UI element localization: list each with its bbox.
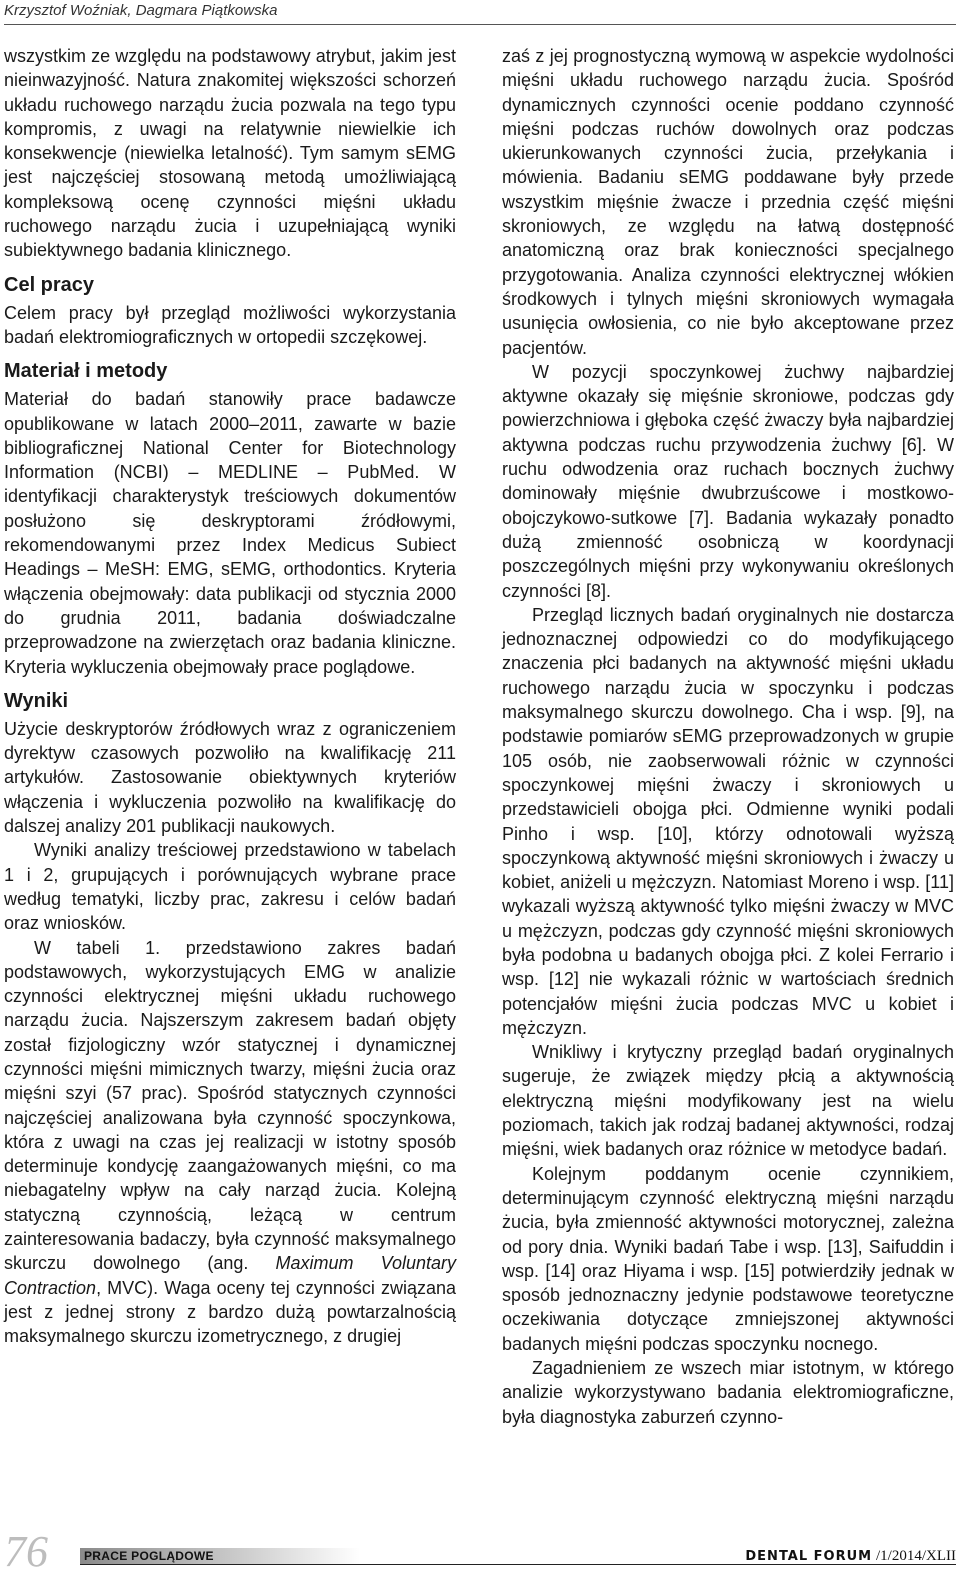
section-label: PRACE POGLĄDOWE [80,1548,360,1564]
page-footer [0,1527,960,1577]
paragraph: Użycie deskryptorów źródłowych wraz z ograniczeniem dyrektyw czasowych pozwoliło na kwalifikację 211 artykułów. Zastosowanie obiektywnych kryteriów włączenia i wykluczenia pozwoliło na kwalifikację do dalszej analizy 201 publikacji naukowych. [4,718,456,837]
paragraph: Zagadnieniem ze wszech miar istotnym, w którego analizie wykorzystywano badania elektromiograficzne, była diagnostyka zaburzeń czynno- [502,1358,954,1427]
paragraph: zaś z jej prognostyczną wymową w aspekcie wydolności mięśni układu ruchowego narządu żucia. Spośród dynamicznych czynności ocenie poddano czynność mięśni podczas ruchów dowolnych oraz podczas ukierunkowanych czynności żucia, przełykania i mówienia. Badaniu sEMG poddawane były przede wszystkim mięśnie żwacze i przednia część mięśni skroniowych, ze względu na łatwą dostępność anatomiczną oraz brak konieczności specjalnego przygotowania. Analiza czynności elektrycznej włókien środkowych i tylnych mięśni skroniowych wymagała usunięcia owłosienia, co nie było akceptowane przez pacjentów. [502,46,954,358]
left-column [4,44,456,1349]
header-authors: Krzysztof Woźniak, Dagmara Piątkowska [4,2,278,19]
footer-divider [80,1564,956,1565]
journal-name: DENTAL FORUM [745,1549,873,1564]
section-heading-wyniki: Wyniki [4,689,69,712]
section-heading-material: Materiał i metody [4,360,168,383]
paragraph-text: , MVC). Waga oceny tej czynności związana jest z jednej strony z bardzo dużą powtarzalnością maksymalnego skurczu izometrycznego, z drugiej [4,1277,456,1347]
journal-issue: /1/2014/XLII [876,1548,956,1564]
running-head [4,0,956,25]
section-heading-cel: Cel pracy [4,273,95,296]
paragraph: Materiał do badań stanowiły prace badawcze opublikowane w latach 2000–2011, zawarte w bazie bibliograficznej National Center for Biotechnology Information (NCBI) – MEDLINE – PubMed. W identyfikacji charakterystyk treściowych dokumentów posłużono się deskryptorami źródłowymi, rekomendowanymi przez Index Medicus Subiect Headings – MeSH: EMG, sEMG, orthodontics. Kryteria włączenia obejmowały: data publikacji od stycznia 2000 do grudnia 2011, badania doświadczalne przeprowadzone na zwierzętach oraz badania kliniczne. Kryteria wykluczenia obejmowały prace poglądowe. [4,389,456,677]
paragraph: Celem pracy był przegląd możliwości wykorzystania badań elektromiograficznych w ortopedii szczękowej. [4,302,456,347]
paragraph: Wyniki analizy treściowej przedstawiono w tabelach 1 i 2, grupujących i porównujących wybrane prace według tematyki, liczby prac, zakresu i celów badań oraz wniosków. [4,840,456,934]
paragraph-text: W tabeli 1. przedstawiono zakres badań podstawowych, wykorzystujących EMG w analizie czynności elektrycznej mięśni układu ruchowego narządu żucia. Najszerszym zakresem badań objęty został fizjologiczny wzór statycznej i dynamicznej czynności mięśni mimicznych twarzy, mięśni żucia oraz mięśni szyi (57 prac). Spośród statycznych czynności najczęściej analizowana była czynność spoczynkowa, która z uwagi na czas jej realizacji w istotny sposób determinuje kondycję zaangażowanych mięśni, co ma niebagatelny wpływ na cały narząd żucia. Kolejną statyczną czynnością, leżącą w centrum zainteresowania badaczy, była czynność maksymalnego skurczu dowolnego (ang. [4,937,456,1274]
paragraph: Kolejnym poddanym ocenie czynnikiem, determinującym czynność elektryczną mięśni narządu żucia, była zmienność aktywności motorycznej, zależna od pory dnia. Wyniki badań Tabe i wsp. [13], Saifuddin i wsp. [14] oraz Hiyama i wsp. [15] potwierdziły jednak w sposób jednoznaczny jedynie podstawowe teoretyczne oczekiwania dotyczące zmniejszonej aktywności badanych mięśni podczas spoczynku nocnego. [502,1163,954,1354]
paragraph-italic-term: Maximum Voluntary Contraction [4,1253,456,1298]
paragraph: Wnikliwy i krytyczny przegląd badań oryginalnych sugeruje, że związek między płcią a aktywnością elektryczną mięśni modyfikowany jest na wielu poziomach, takich jak rodzaj badanej aktywności, rodzaj mięśni, wiek badanych oraz różnice w metodyce badań. [502,1042,954,1160]
paragraph: W pozycji spoczynkowej żuchwy najbardziej aktywne okazały się mięśnie skroniowe, podczas gdy powierzchniowa i głęboka część żwaczy była najbardziej aktywna podczas ruchu przywodzenia żuchwy [6]. W ruchu odwodzenia oraz ruchach bocznych żuchwy dominowały mięśnie dwubrzuścowe i mostkowo-obojczykowo-sutkowe [7]. Badania wykazały ponadto dużą zmienność osobniczą w koordynacji poszczególnych mięśni przy wykonywaniu określonych czynności [8]. [502,361,954,601]
journal-info [745,1546,956,1566]
paragraph [4,936,456,1349]
right-column [502,44,954,1429]
paragraph: Przegląd licznych badań oryginalnych nie dostarcza jednoznacznej odpowiedzi co do modyfikującego znaczenia płci badanych na aktywność mięśni układu ruchowego narządu żucia w spoczynku i podczas maksymalnego skurczu dowolnego. Cha i wsp. [9], na podstawie pomiarów sEMG przeprowadzonych w grupie 105 osób, nie zaobserwowali różnic w czynności spoczynkowej mięśni żwaczy i skroniowych u przedstawicieli obojga płci. Odmienne wyniki podali Pinho i wsp. [10], którzy odnotowali wyższą spoczynkową aktywność mięśni skroniowych i żwaczy u kobiet, aniżeli u mężczyzn. Natomiast Moreno i wsp. [11] wykazali wyższą aktywność tylko mięśni żwaczy w MVC u mężczyzn, podczas gdy czynność mięśni skroniowych była podobna u badanych obojga płci. Z kolei Ferrario i wsp. [12] nie wykazali różnic w wartościach średnich potencjałów mięśni żucia podczas MVC u kobiet i mężczyzn. [502,604,954,1038]
paragraph: wszystkim ze względu na podstawowy atrybut, jakim jest nieinwazyjność. Natura znakomitej większości schorzeń układu ruchowego narządu żucia pozwala na tego typu kompromis, z uwagi na relatywnie niewielkie ich konsekwencje (niewielka letalność). Tym samym sEMG jest najczęściej stosowaną metodą umożliwiającą kompleksową ocenę czynności mięśni układu ruchowego narządu żucia i uzupełniającą wyniki subiektywnego badania klinicznego. [4,46,456,261]
page-number: 76 [4,1527,48,1576]
